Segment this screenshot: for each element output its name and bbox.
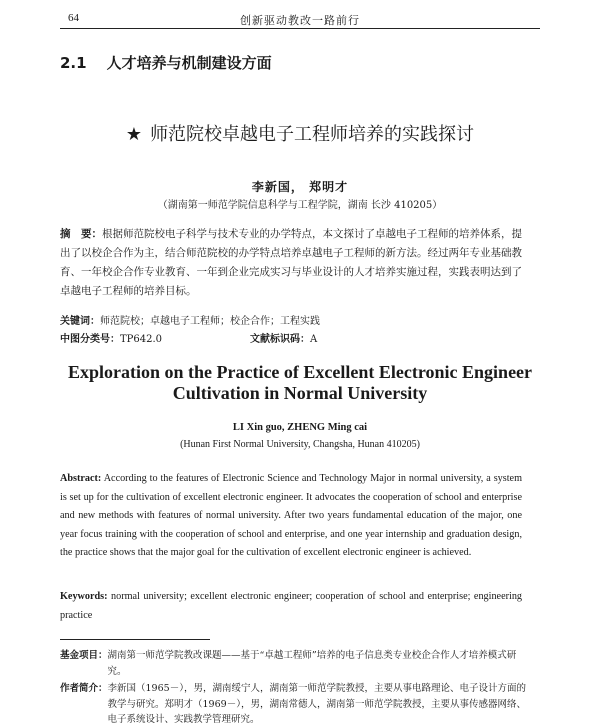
page-number: 64 <box>68 12 79 24</box>
abstract-en-label: Abstract: <box>60 473 102 484</box>
abstract-cn <box>60 225 522 301</box>
keywords-cn-label: 关键词： <box>60 316 100 327</box>
keywords-en-label: Keywords: <box>60 591 108 602</box>
footnotes <box>60 648 528 728</box>
authors-cn: 李新国， 郑明才 <box>251 180 349 194</box>
abstract-cn-label: 摘 要： <box>60 228 102 240</box>
article-title-cn-text: 师范院校卓越电子工程师培养的实践探讨 <box>150 124 475 145</box>
article-title-en-line1: Exploration on the Practice of Excellent Electronic Engineer <box>67 362 533 382</box>
doc-code-label: 文献标识码： <box>250 334 310 345</box>
authors-en: LI Xin guo, ZHENG Ming cai <box>232 422 368 433</box>
abstract-cn-text: 根据师范院校电子科学与技术专业的办学特点，本文探讨了卓越电子工程师的培养体系，提出了以校企合作为主，结合师范院校的办学特点培养卓越电子工程师的新方法。经过两年专业基础教育、一年校企合作专业教育、一年到企业完成实习与毕业设计的人才培养实施过程，实践表明达到了卓越电子工程师的培养目标。 <box>60 228 522 297</box>
running-head <box>60 10 540 29</box>
section-heading <box>60 52 272 73</box>
clc-label: 中图分类号： <box>60 334 120 345</box>
abstract-en-text: According to the features of Electronic Science and Technology Major in normal university, a system is set up for the cultivation of excellent electronic engineer. It advocates the cooperation of school and enterprise and new methods with features of normal university. After two years fundamental education of the major, one year focus training with the cooperation of school and enterprise, and one year internship and graduation design, the practice shows that the major goal for the cultivation of excellent electronic engineer is achieved. <box>60 473 522 559</box>
affiliation-cn: （湖南第一师范学院信息科学与工程学院，湖南 长沙 410205） <box>157 200 443 211</box>
doc-code <box>250 330 317 345</box>
author-bio-label: 作者简介： <box>60 683 108 694</box>
fund-label: 基金项目： <box>60 650 108 661</box>
fund-footnote <box>60 648 528 679</box>
classification-line <box>60 330 522 345</box>
keywords-en <box>60 588 522 625</box>
keywords-cn <box>60 312 522 327</box>
article-title-en-line2: Cultivation in Normal University <box>172 383 428 403</box>
keywords-cn-text: 师范院校；卓越电子工程师；校企合作；工程实践 <box>100 316 320 327</box>
section-title: 人才培养与机制建设方面 <box>106 54 272 72</box>
author-bio-footnote <box>60 681 528 728</box>
affiliation-en: (Hunan First Normal University, Changsha, Hunan 410205) <box>180 439 420 450</box>
clc-value: TP642.0 <box>120 334 163 345</box>
abstract-en <box>60 470 522 563</box>
running-head-title: 创新驱动教改一路前行 <box>240 14 360 27</box>
article-title-en <box>0 362 600 404</box>
footnote-divider <box>60 639 210 640</box>
section-number: 2.1 <box>60 54 87 72</box>
star-icon: ★ <box>125 124 143 145</box>
fund-text: 湖南第一师范学院教改课题——基于“卓越工程师”培养的电子信息类专业校企合作人才培养模式研究。 <box>107 650 517 677</box>
keywords-en-text: normal university; excellent electronic engineer; cooperation of school and enterprise; engineering practice <box>60 591 523 621</box>
author-bio-text: 李新国（1965－），男，湖南绥宁人，湖南第一师范学院教授，主要从事电路理论、电子设计方面的教学与研究。郑明才（1969－），男，湖南常德人，湖南第一师范学院教授，主要从事传感器网络、电子系统设计、实践教学管理研究。 <box>107 683 526 725</box>
doc-code-value: A <box>310 334 318 345</box>
article-title-cn <box>0 120 600 146</box>
